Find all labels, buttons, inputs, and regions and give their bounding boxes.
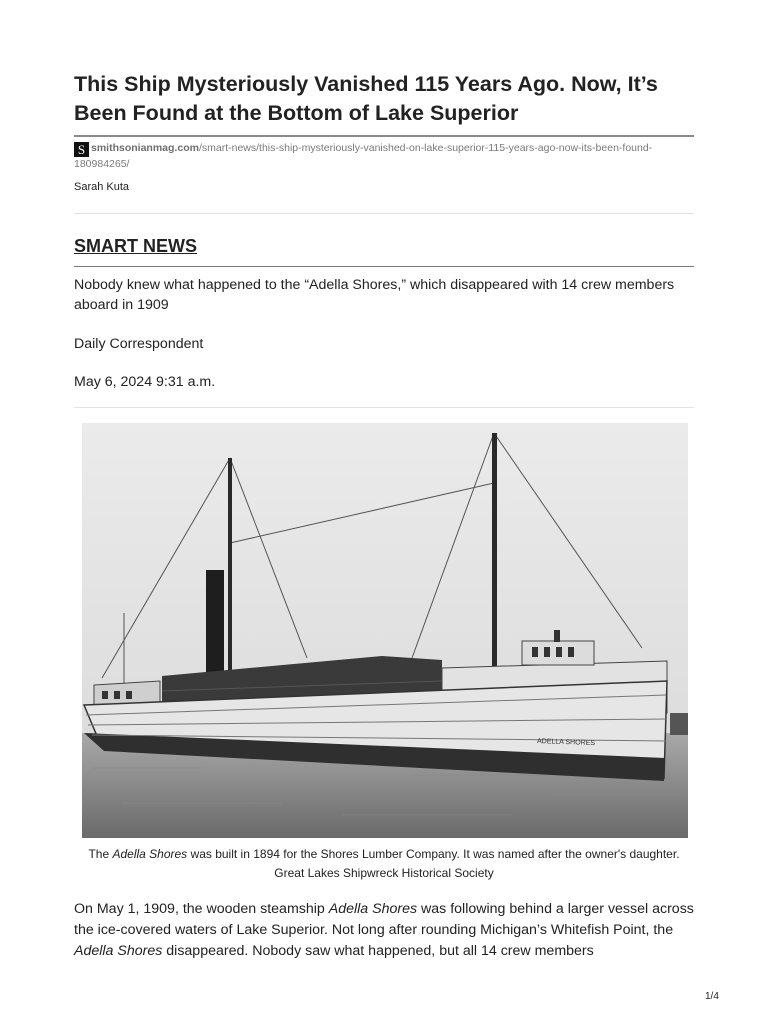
meta-divider (74, 407, 694, 408)
body-run: was following behind a larger vessel across the ice-covered waters of Lake Superior. Not long after rounding Michigan’s Whitefish Point, the (74, 901, 694, 938)
photo-caption (74, 845, 694, 883)
article-subtitle: Nobody knew what happened to the “Adella Shores,” which disappeared with 14 crew members aboard in 1909 (74, 277, 675, 313)
article-body (74, 899, 699, 962)
caption-ship-name: Adella Shores (112, 847, 188, 861)
body-run: disappeared. Nobody saw what happened, but all 14 crew members (162, 943, 594, 959)
body-run: On May 1, 1909, the wooden steamship (74, 901, 329, 917)
body-ship-name: Adella Shores (328, 901, 418, 917)
article-title: This Ship Mysteriously Vanished 115 Years Ago. Now, It’s Been Found at the Bottom of Lake Superior (74, 72, 658, 125)
source-domain[interactable]: smithsonianmag.com (91, 142, 199, 154)
byline-role: Daily Correspondent (74, 336, 204, 352)
caption-lead: The (88, 847, 113, 861)
section-label[interactable]: SMART NEWS (74, 236, 197, 256)
title-divider (74, 135, 694, 137)
smithsonian-logo-icon: S (74, 142, 89, 157)
hull-lettering: ADELLA SHORES (536, 738, 596, 748)
body-ship-name: Adella Shores (74, 943, 163, 959)
section-divider (74, 266, 694, 267)
header-divider (74, 213, 694, 214)
publish-date: May 6, 2024 9:31 a.m. (74, 374, 216, 390)
author-name: Sarah Kuta (74, 181, 130, 193)
source-path[interactable]: /smart-news/this-ship-mysteriously-vanished-on-lake-superior-115-years-ago-now-its-been-found-180984265/ (74, 142, 653, 170)
page-indicator: 1/4 (705, 991, 719, 1002)
source-link[interactable] (74, 141, 694, 172)
caption-rest: was built in 1894 for the Shores Lumber Company. It was named after the owner's daughter. Great Lakes Shipwreck Historical Society (187, 847, 680, 880)
ship-photo (82, 423, 688, 838)
